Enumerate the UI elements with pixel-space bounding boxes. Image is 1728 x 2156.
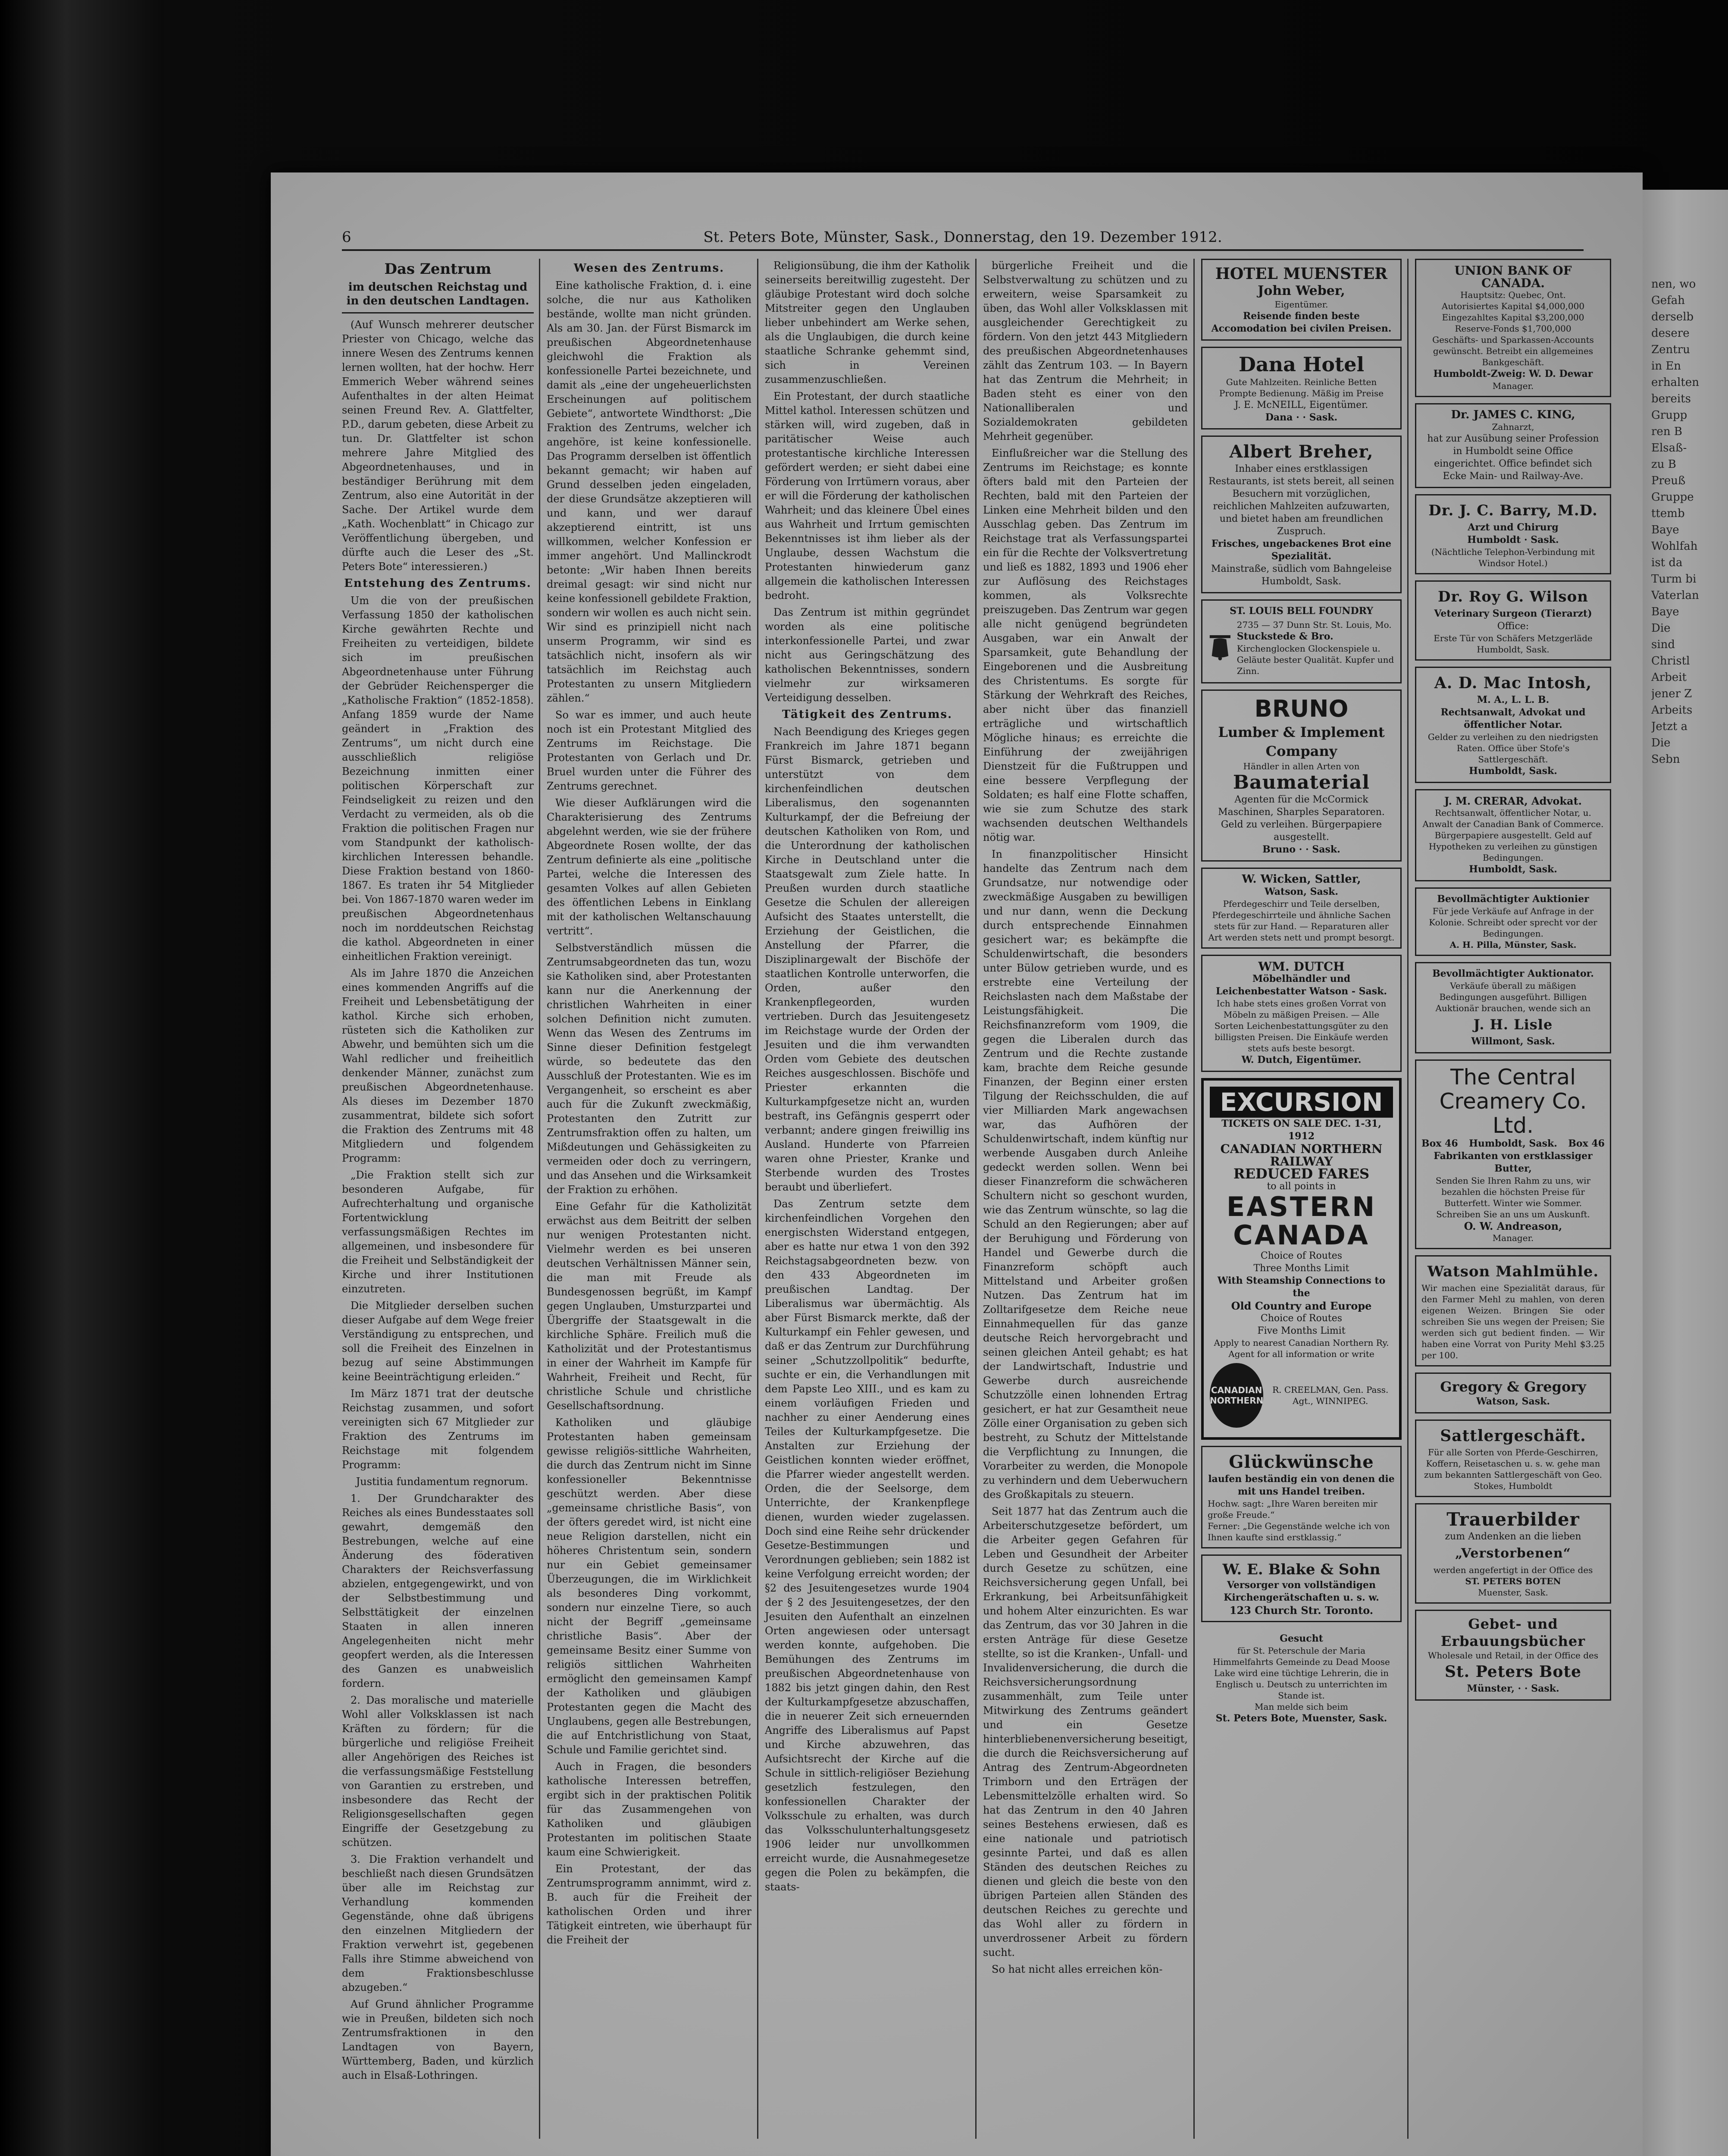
ad-gregory [1415, 1373, 1611, 1413]
ad-role: Zahnarzt, [1492, 422, 1534, 432]
paragraph: Das Zentrum ist mithin gegründet worden als eine politische interkonfessionelle Partei, und zwar nicht aus Geringschätzung des katholischen Bekenntnisses, sondern vielmehr zur wirksameren Verteidigung desselben. [765, 606, 970, 704]
ad-text: Choice of Routes [1260, 1313, 1343, 1324]
edge-line: Gruppe [1651, 491, 1694, 504]
ad-text: werden angefertigt in der Office des [1433, 1565, 1593, 1575]
ad-box: Box 46 [1568, 1138, 1605, 1149]
ad-title: WM. DUTCH [1258, 959, 1345, 974]
paragraph: So hat nicht alles erreichen kön- [992, 1963, 1163, 1975]
ad-canada: CANADA [1233, 1219, 1370, 1251]
ad-title: HOTEL MUENSTER [1215, 265, 1388, 283]
ad-dr-king [1415, 403, 1611, 488]
ad-glueckwuensche [1201, 1446, 1402, 1548]
ad-title: ST. LOUIS BELL FOUNDRY [1230, 605, 1373, 617]
paragraph: 2. Das moralische und materielle Wohl aller Volksklassen ist nach Kräften zu fördern; für die bürgerliche und religiöse Freiheit aller Angehörigen des Reiches ist die verfassungsmäßige Feststellung von Garantien zu erstreben, und insbesondere das Recht der Religionsgesellschaften gegen Eingriffe der Gesetzgebung zu schützen. [342, 1694, 534, 1849]
paragraph: (Auf Wunsch mehrerer deutscher Priester von Chicago, welche das innere Wesen des Zentrums kennen lernen wollten, hat der hochw. Herr Emmerich Weber während seines Aufenthaltes in der alten Heimat seinen Freund Rev. A. Glattfelter, P.D., darum gebeten, diese Arbeit zu tun. Dr. Glattfelter ist schon mehrere Jahre Mitglied des Abgeordnetenhauses, und in beständiger Berührung mit dem Zentrum, also eine Autorität in der Sache. Der Artikel wurde dem „Kath. Wochenblatt“ in Chicago zur Veröffentlichung übergeben, und dürfte auch die Leser des „St. Peters Bote“ interessieren.) [342, 319, 534, 573]
masthead-line: St. Peters Bote, Münster, Sask., Donnerstag, den 19. Dezember 1912. [703, 229, 1222, 246]
ads-column-left [1201, 259, 1402, 1735]
ad-place: Watson, Sask. [1264, 886, 1338, 897]
ad-text: Hauptsitz: Quebec, Ont. [1460, 290, 1566, 300]
ad-title: Dr. Roy G. Wilson [1438, 588, 1588, 605]
paragraph: Ein Protestant, der durch staatliche Mittel kathol. Interessen schützen und stärken will, wird zugeben, daß in paritätischer Weise auch protestantische kirchliche Interessen gefördert werden; er sieht dabei eine Förderung von Irrtümern voraus, aber er will die Förderung der katholischen Wahrheit; und das kleinere Übel eines aus Wahrheit und Irrtum gemischten Bekenntnisses ist ihm lieber als der Unglaube, dessen Wachstum die Protestanten hinwiederum ganz allgemein die katholischen Interessen bedroht. [765, 390, 970, 602]
ad-address: Mainstraße, südlich vom Bahngeleise Humboldt, Sask. [1211, 564, 1392, 587]
book-binding [0, 0, 164, 2156]
edge-line: Turm bi [1651, 573, 1697, 586]
canadian-northern-logo: CANADIAN NORTHERN [1210, 1363, 1263, 1428]
ad-text: REDUCED FARES [1233, 1166, 1370, 1182]
edge-line: Zentru [1651, 343, 1690, 356]
ad-degree: M. A., L. L. B. [1477, 694, 1550, 705]
edge-line: erhalten [1651, 376, 1699, 389]
ad-title: Dana Hotel [1238, 353, 1365, 376]
ad-title: Watson Mahlmühle. [1427, 1263, 1599, 1280]
ad-title: Dr. JAMES C. KING, [1451, 408, 1575, 421]
bell-icon [1208, 617, 1233, 678]
column-rule [975, 259, 977, 2139]
ad-dana-hotel [1201, 347, 1402, 429]
ad-hotel-muenster [1201, 259, 1402, 341]
ad-title: Glückwünsche [1229, 1452, 1374, 1472]
ad-place: Bruno · · Sask. [1262, 844, 1340, 855]
ads-column-right [1415, 259, 1611, 1707]
ad-text: Apply to nearest Canadian Northern Ry. Agent for all information or write [1214, 1338, 1389, 1359]
ad-place: Humboldt, Sask. [1469, 765, 1557, 777]
ad-text: „Verstorbenen“ [1455, 1546, 1571, 1561]
ad-place: Dana · · Sask. [1265, 412, 1338, 423]
ad-place: Humboldt, Sask. [1469, 864, 1557, 875]
ad-text: Gelder zu verleihen zu den niedrigsten Raten. Office über Stofe's Sattlergeschäft. [1427, 732, 1599, 765]
page-number: 6 [342, 229, 351, 246]
ad-text: Für jede Verkäufe auf Anfrage in der Kolonie. Schreibt oder sprecht vor der Bedingungen. [1429, 906, 1597, 939]
ad-title: Gregory & Gregory [1440, 1379, 1586, 1395]
ad-text: Inhaber eines erstklassigen Restaurants, ist stets bereit, all seinen Besuchern mit vorzüglichen, reichlichen Mahlzeiten aufzuwarten, und bietet haben am freundlichen Zuspruch. [1208, 464, 1394, 537]
edge-line: Wohlfah [1651, 540, 1698, 553]
paragraph: Einflußreicher war die Stellung des Zentrums im Reichstage; es konnte öfters bald mit den Parteien der Rechten, bald mit den Parteien der Linken eine Mehrheit bilden und den Ausschlag geben. Das Zentrum im Reichstage trat als Verfassungspartei ein für die Rechte der Volksvertretung und ließ es 1882, 1893 und 1906 eher zur Auflösung des Reichstages kommen, als Volksrechte preiszugeben. Das Zentrum war gegen alle nicht genügend begründeten Ausgaben, war ein Anwalt der Sparsamkeit, gute Behandlung der Eingeborenen und die Ausbreitung des Christentums. Es sorgte für Stärkung der Wehrkraft des Reiches, aber nicht über das finanziell erträgliche und wirtschaftlich Mögliche hinaus; es erreichte die Einführung der zweijährigen Dienstzeit für die Fußtruppen und eine bessere Verpflegung der Soldaten; es half eine Flotte schaffen, wie sie zum Schutze des stark wachsenden deutschen Welthandels nötig war. [983, 447, 1188, 843]
paragraph: Religionsübung, die ihm der Katholik seinerseits bereitwillig zugesteht. Der gläubige Protestant wird doch solche Mitstreiter gegen den Unglauben lieber unbehindert am Werke sehen, als die Unglaubigen, die durch keine staatliche Schranke gehemmt sind, sich in Vereinen zusammenzuschließen. [765, 260, 970, 385]
ad-text: hat zur Ausübung seiner Profession in Humboldt seine Office eingerichtet. Office befindet sich Ecke Main- und Railway-Ave. [1427, 433, 1599, 482]
ad-title: Gebet- und Erbauungsbücher [1440, 1616, 1586, 1649]
ad-watson-muehle [1415, 1255, 1611, 1366]
ad-text: Ich habe stets eines großen Vorrat von Möbeln zu mäßigen Preisen. — Alle Sorten Leichenbestattungsgüter zu den billigsten Preisen. Die Einkäufe werden stets aufs beste besorgt. [1214, 998, 1389, 1053]
ad-union-bank [1415, 259, 1611, 397]
edge-line: bereits [1651, 392, 1691, 405]
ad-text: to all points in [1267, 1181, 1336, 1192]
ad-text: Geschäfts- und Sparkassen-Accounts gewünscht. Betreibt ein allgemeines Bankgeschäft. [1432, 335, 1594, 367]
ad-role: Manager. [1492, 1233, 1534, 1243]
paragraph: Wie dieser Aufklärungen wird die Charakterisierung des Zentrums abgelehnt werden, wie sie der frühere Abgeordnete Rosen wollte, der das Zentrum definierte als eine „politische Partei, welche die Interessen des gesamten Volkes auf allen Gebieten des öffentlichen Lebens in Einklang mit der katholischen Weltanschauung vertritt“. [547, 797, 751, 937]
section-heading: Tätigkeit des Zentrums. [782, 708, 953, 721]
ad-auktionator-lisle [1415, 962, 1611, 1053]
edge-line: sind [1651, 638, 1675, 651]
ad-text: Three Months Limit [1253, 1263, 1349, 1274]
section-heading: Wesen des Zentrums. [573, 262, 725, 275]
ad-title: UNION BANK OF CANADA. [1454, 263, 1572, 290]
edge-line: derselb [1651, 310, 1694, 323]
ad-crerar [1415, 789, 1611, 881]
ad-role: Manager. [1492, 381, 1534, 391]
ad-text: Verkäufe überall zu mäßigen Bedingungen ausgeführt. Billigen Auktionär brauchen, wende sich an [1435, 981, 1591, 1013]
newspaper-page [271, 172, 1643, 2156]
paragraph: Ein Protestant, der das Zentrumsprogramm annimmt, wird z. B. auch für die Freiheit der katholischen Orden und ihrer Tätigkeit eintreten, wie überhaupt für die Freiheit der [547, 1863, 751, 1946]
ad-place: Willmont, Sask. [1471, 1036, 1555, 1047]
ad-text: Agenten für die McCormick Maschinen, Sharples Separatoren. Geld zu verleihen. Bürgerpapiere ausgestellt. [1218, 794, 1385, 843]
paragraph: So war es immer, und auch heute noch ist ein Protestant Mitglied des Zentrums im Reichstage. Die Protestanten von Gerlach und Dr. Bruel wurden unter die Führer des Zentrums gerechnet. [547, 709, 751, 792]
ad-owner: W. Dutch, Eigentümer. [1241, 1054, 1362, 1065]
ad-role: Arzt und Chirurg [1468, 522, 1559, 533]
ad-text: Versorger von vollständigen Kirchengerätschaften u. s. w. [1224, 1579, 1379, 1603]
ad-text: Kirchenglocken Glockenspiele u. Geläute bester Qualität. Kupfer und Zinn. [1237, 643, 1394, 676]
ad-blake [1201, 1554, 1402, 1622]
article-column-4 [983, 259, 1188, 1979]
article-headline: Das Zentrum [384, 260, 491, 278]
page-header [342, 229, 1584, 251]
edge-line: Sebn [1651, 753, 1680, 766]
ad-title: A. D. Mac Intosh, [1434, 674, 1592, 692]
edge-line: Christl [1651, 655, 1690, 667]
ad-bruno-lumber [1201, 689, 1402, 862]
ad-text: laufen beständig ein von denen die mit uns Handel treiben. [1208, 1473, 1395, 1497]
ad-title: Albert Breher, [1229, 442, 1374, 462]
ad-text: Rechtsanwalt, öffentlicher Notar, u. Anwalt der Canadian Bank of Commerce. Bürgerpapiere ausgestellt. Geld auf Hypotheken zu verleihen zu günstigen Bedingungen. [1422, 808, 1604, 863]
paragraph: Eine Gefahr für die Katholizität erwächst aus dem Beitritt der selben nur wenigen Protestanten nicht. Vielmehr werden es bei unseren deutschen Verhältnissen Männer sein, die man mit Freude als Bundesgenossen begrüßt, im Kampf gegen Unglauben, Umsturzpartei und Übergriffe der Staatsgewalt in die kirchliche Sphäre. Freilich muß die Katholizität und der Protestantismus in einer der Wahrheit im Kampfe für Wahrheit, Freiheit und Recht, für christliche Schule und christliche Gesellschaftsordnung. [547, 1200, 751, 1412]
ad-dr-barry [1415, 494, 1611, 574]
ad-wm-dutch [1201, 955, 1402, 1072]
edge-line: zu B [1651, 458, 1676, 471]
paragraph: Selbstverständlich müssen die Zentrumsabgeordneten das tun, wozu sie Katholiken sind, aber Protestanten kann nur die Anerkennung der christlichen Wahrheiten in einer solchen Definition nicht zumuten. Wenn das Wesen des Zentrums im Sinne dieser Definition festgelegt würde, so bedeutete das den Ausschluß der Protestanten. Wie es im Vergangenheit, so erscheint es aber auch für die Zukunft zweckmäßig, Protestanten den Zutritt zur Zentrumsfraktion offen zu halten, um Mißdeutungen und Gehässigkeiten zu vermeiden oder doch zu verringern, und das Ansehen und die Wirksamkeit der Fraktion zu erhöhen. [547, 942, 751, 1196]
ad-text: Senden Sie Ihren Rahm zu uns, wir bezahlen die höchsten Preise für Butterfett. Winter wie Sommer. Schreiben Sie an uns um Auskunft. [1435, 1175, 1591, 1219]
ad-text: Reisende finden beste Accomodation bei civilen Preisen. [1211, 310, 1392, 334]
edge-line: jener Z [1651, 687, 1692, 700]
ad-place: Humboldt · Sask. [1467, 534, 1559, 545]
edge-line: Die [1651, 736, 1671, 749]
ad-text: Gute Mahlzeiten. Reinliche Betten Prompte Bedienung. Mäßig im Preise [1219, 377, 1384, 398]
ad-text: Frisches, ungebackenes Brot eine Spezialität. [1211, 538, 1392, 562]
edge-line: Grupp [1651, 409, 1687, 422]
ad-role: Rechtsanwalt, Advokat und öffentlicher Notar. [1440, 707, 1586, 730]
paragraph: bürgerliche Freiheit und die Selbstverwaltung zu schützen und zu erweitern, weise Sparsamkeit zu üben, das Wohl aller Volksklassen mit ausgleichender Gerechtigkeit zu fördern. Von den jetzt 443 Mitgliedern des preußischen Abgeordnetenhauses zählt das Zentrum 103. — In Bayern hat das Zentrum die Mehrheit; in Baden steht es einer von den Nationalliberalen und Sozialdemokraten gebildeten Mehrheit gegenüber. [983, 260, 1188, 442]
ad-text: TICKETS ON SALE DEC. 1-31, [1221, 1118, 1381, 1129]
motto: Justitia fundamentum regnorum. [356, 1476, 529, 1488]
ad-title: Gesucht [1280, 1633, 1323, 1644]
ad-title: Dr. J. C. Barry, M.D. [1428, 502, 1598, 519]
paragraph: Das Zentrum setzte dem kirchenfeindlichen Vorgehen den energischsten Widerstand entgegen, aber es hatte nur etwa 1 von den 392 Reichstagsabgeordneten bezw. von den 433 Abgeordneten im preußischen Landtag. Der Liberalismus war übermächtig. Als aber Fürst Bismarck merkte, daß der Kulturkampf ein Fehler gewesen, und daß er das Zentrum zur Durchführung seiner „Schutzzollpolitik“ bedurfte, suchte er ein, die Verhandlungen mit dem Papste Leo XIII., und es kam zu einem vorläufigen Frieden und nachher zu einer Aenderung eines Teiles der Kulturkampfgesetze. Die Anstalten zur Erziehung der Geistlichen konnten wieder eröffnet, die Pfarrer wieder angestellt werden. Orden, die der Seelsorge, dem Unterrichte, der Krankenpflege dienen, wurden wieder zugelassen. Doch sind eine Reihe sehr drückender Gesetze-Bestimmungen und Verordnungen geblieben; sein 1882 ist keine Verfolgung erreicht worden; der §2 des Jesuitengesetzes wurde 1904 der § 2 des Jesuitengesetzes, der den Jesuiten den Aufenthalt an einzelnen Orten angewiesen oder untersagt werden konnte, aufgehoben. Die Bemühungen des Zentrums im preußischen Abgeordnetenhause von 1882 bis jetzt gingen dahin, den Rest der Kulturkampfgesetze abzuschaffen, die in neuerer Zeit sich erneuernden Angriffe des Liberalismus auf Papst und Kirche abzuwehren, das Aufsichtsrecht der Kirche auf die Schule in sittlich-religiöser Beziehung gesetzlich festzulegen, den konfessionellen Charakter der Volksschule zu erhalten, was durch das Volksschulunterhaltungsgesetz 1906 leider nur unvollkommen erreicht wurde, die Ausnahmegesetze gegen die Polen zu bekämpfen, die staats- [765, 1198, 970, 1893]
ad-owner: John Weber, [1258, 283, 1345, 298]
ad-railway: CANADIAN NORTHERN RAILWAY [1220, 1142, 1383, 1169]
ad-text: Fabrikanten von erstklassiger Butter, [1434, 1150, 1593, 1174]
paragraph: Als im Jahre 1870 die Anzeichen eines kommenden Angriffs auf die Freiheit und Lebensbetätigung der kathol. Kirche sich erhoben, rüsteten sich die Katholiken zur Abwehr, und bemühten sich um die Wahl redlicher und freiheitlich denkender Männer, zunächst zum preußischen Abgeordnetenhause. Als dieses im Dezember 1870 zusammentrat, bildete sich sofort die Fraktion des Zentrums mit 48 Mitgliedern und folgendem Programm: [342, 967, 534, 1164]
ad-text: Office: [1497, 621, 1529, 632]
ad-text: zum Andenken an die lieben [1445, 1531, 1581, 1542]
ad-text: Wir machen eine Spezialität daraus, für den Farmer Mehl zu mahlen, von deren eigenen Weizen. Bringen Sie oder schreiben Sie uns wegen der Preisen; Sie werden sich gut bedient finden. — Wir haben eine Vorrat von Purity Mehl $3.25 per 100. [1421, 1283, 1605, 1360]
paragraph: „Die Fraktion stellt sich zur besonderen Aufgabe, für Aufrechterhaltung und organische Fortentwicklung verfassungsmäßigen Rechtes im allgemeinen, und insbesondere für die Freiheit und Selbständigkeit der Kirche und ihrer Institutionen einzutreten. [342, 1169, 534, 1295]
article-column-2 [547, 259, 751, 1950]
ad-address: 2735 — 37 Dunn Str. St. Louis, Mo. [1237, 619, 1392, 630]
edge-line: desere [1651, 327, 1690, 340]
ad-trauerbilder [1415, 1503, 1611, 1604]
ad-role: Eigentümer. [1274, 299, 1328, 310]
ad-title: W. Wicken, Sattler, [1242, 873, 1361, 886]
ad-box: Box 46 [1421, 1138, 1458, 1149]
edge-line: ren B [1651, 425, 1682, 438]
ad-excursion [1201, 1078, 1402, 1440]
ad-macintosh [1415, 667, 1611, 783]
ad-address: 123 Church Str. Toronto. [1229, 1604, 1374, 1617]
column-rule [1193, 259, 1195, 2139]
edge-line: nen, wo [1651, 278, 1696, 291]
ad-title: J. M. CRERAR, Advokat. [1444, 795, 1582, 807]
ad-place: Münster, · · Sask. [1467, 1683, 1559, 1694]
ad-paper: ST. PETERS BOTEN [1465, 1576, 1561, 1586]
ad-title: W. E. Blake & Sohn [1222, 1561, 1381, 1578]
ad-sattlergeschaeft [1415, 1420, 1611, 1497]
ad-auktionier-pilla [1415, 887, 1611, 956]
ad-paper: St. Peters Bote [1445, 1663, 1581, 1681]
ad-central-creamery [1415, 1059, 1611, 1249]
ad-title: Trauerbilder [1446, 1509, 1580, 1530]
ad-title: EXCURSION [1210, 1087, 1393, 1118]
section-heading: Entstehung des Zentrums. [344, 577, 532, 590]
ad-text: Pferdegeschirr und Teile derselben, Pferdegeschirrteile und ähnliche Sachen stets für zur Hand. — Reparaturen aller Art werden stets nett und prompt besorgt. [1208, 899, 1395, 943]
edge-line: Gefah [1651, 294, 1685, 307]
paragraph: Nach Beendigung des Krieges gegen Frankreich im Jahre 1871 begann Fürst Bismarck, getrieben und unterstützt von dem kirchenfeindlichen deutschen Liberalismus, den sogenannten Kulturkampf, der die Befreiung der deutschen Katholiken von Rom, und die Unterordnung der katholischen Kirche in Deutschland unter die Staatsgewalt zum Ziele hatte. In Preußen wurden durch staatliche Gesetze die Schulen der allereigen Aufsicht des Staates unterstellt, die Erziehung der Geistlichen, die Anstellung der Pfarrer, die Disziplinargewalt der Bischöfe der staatlichen Kontrolle unterworfen, die Orden, außer den Krankenpflegeorden, wurden vertrieben. Durch das Jesuitengesetz im Reichstage wurde der Orden der Jesuiten und die ihm verwandten Orden vom Gebiete des deutschen Reiches ausgeschlossen. Bischöfe und Priester erkannten die Kulturkampfgesetze nicht an, wurden bestraft, ins Gefängnis gesperrt oder verbannt; andere gingen freiwillig ins Ausland. Hunderte von Pfarreien waren ohne Priester, Kranke und Sterbende wurden des Trostes beraubt und überliefert. [765, 726, 970, 1193]
divider [342, 312, 534, 313]
paragraph: Die Mitglieder derselben suchen dieser Aufgabe auf dem Wege freier Verständigung zu entsprechen, und soll die Freiheit des Einzelnen in bezug auf seine Abstimmungen keine Beeinträchtigung erleiden.“ [342, 1300, 534, 1383]
ad-owner: J. E. McNEILL, Eigentümer. [1234, 400, 1368, 411]
paragraph: Um die von der preußischen Verfassung 1850 der katholischen Kirche gewährten Rechte und Freiheiten zu verteidigen, bildete sich im preußischen Abgeordnetenhause unter Führung der Gebrüder Reichensperger die „Katholische Fraktion“ (1852-1858). Anfang 1859 wurde der Name geändert in „Fraktion des Zentrums“, um nicht durch eine ausschließlich religiöse Bezeichnung inmitten einer politischen Körperschaft zur Feindseligkeit zu reizen und den Verdacht zu vermeiden, als ob die Fraktion die politischen Fragen nur vom Standpunkt der katholisch-kirchlichen Interessen behandle. Diese Fraktion bestand von 1860-1867. Es traten ihr 54 Mitglieder bei. Von 1867-1870 waren weder im preußischen Abgeordnetenhaus noch im norddeutschen Reichstag die kathol. Abgeordneten in einer einheitlichen Fraktion vereinigt. [342, 595, 534, 962]
ad-quote: Ferner: „Die Gegenstände welche ich von Ihnen kaufte sind erstklassig.“ [1208, 1521, 1390, 1542]
edge-line: in En [1651, 360, 1681, 373]
ad-eastern: EASTERN [1226, 1191, 1377, 1222]
edge-line: Vaterlan [1651, 589, 1699, 602]
article-subhead: im deutschen Reichstag und in den deutschen Landtagen. [346, 281, 529, 307]
ad-gesucht [1201, 1628, 1402, 1729]
ad-address: St. Peters Bote, Muenster, Sask. [1215, 1713, 1387, 1724]
ad-text: für St. Peterschule der Maria Himmelfahrts Gemeinde zu Dead Moose Lake wird eine tüchtige Lehrerin, die in Englisch u. Deutsch zu unterrichten im Stande ist. [1213, 1645, 1390, 1701]
ad-place: Muenster, Sask. [1478, 1587, 1548, 1598]
ad-material: Baumaterial [1233, 771, 1370, 793]
ad-text: Choice of Routes [1260, 1250, 1343, 1261]
ad-text: Für alle Sorten von Pferde-Geschirren, Koffern, Reisetaschen u. s. w. gehe man zum bekannten Sattlergeschäft von Geo. Stokes, Humboldt [1424, 1447, 1602, 1491]
article-column-1 [342, 259, 534, 2085]
ad-place: Humboldt, Sask. [1469, 1138, 1557, 1149]
ad-bell-foundry [1201, 599, 1402, 683]
ad-title: Bevollmächtigter Auktionier [1437, 893, 1589, 905]
ad-title: Bevollmächtigter Auktionator. [1432, 968, 1594, 979]
paragraph: Seit 1877 hat das Zentrum auch die Arbeiterschutzgesetze befördert, um die Arbeiter gegen Gefahren für Leben und Gesundheit der Arbeiter durch Gesetze zu schützen, eine Reichsversicherung gegen Unfall, bei Erkrankung, bei Arbeitsunfähigkeit und hohem Alter einzurichten. Es war das Zentrum, das vor 30 Jahren in die ersten Anträge für diese Gesetze stellte, so ist die Kranken-, Unfall- und Invalidenversicherung, die durch die Reichsversicherungsordnung zusammenhält, zum Teile unter Mitwirkung des Zentrums geändert und ein Gesetze hinterbliebenenversicherung beseitigt, die durch die Reichsversicherung auf Antrag des Zentrum-Abgeordneten Trimborn und den Erträgen der Lebensmittelzölle erhalten wird. So hat das Zentrum in den 40 Jahren seines Bestehens erwiesen, daß es eine nationale und patriotisch gesinnte Partei, und daß es allen Ständen des deutschen Reiches zu dienen und gleich die beste von den übrigen Parteien allen Ständen des deutschen Reiches zu gerechte und das Wohl aller zu fördern in unverdrossener Arbeit zu fördern sucht. [983, 1505, 1188, 1959]
ad-firm: Stuckstede & Bro. [1237, 630, 1334, 642]
ad-text: With Steamship Connections to the [1217, 1275, 1386, 1299]
ad-title: BRUNO [1254, 695, 1349, 722]
paragraph: Auf Grund ähnlicher Programme wie in Preußen, bildeten sich noch Zentrumsfraktionen in den Landtagen von Bayern, Württemberg, Baden, und kürzlich auch in Elsaß-Lothringen. [342, 1998, 534, 2081]
ad-subtitle: Möbelhändler und Leichenbestatter Watson - Sask. [1215, 973, 1387, 997]
ad-text: Händler in allen Arten von [1243, 761, 1360, 771]
paragraph: 1. Der Grundcharakter des Reiches als eines Bundesstaates soll gewahrt, demgemäß den Bestrebungen, welche auf eine Änderung des föderativen Charakters der Reichsverfassung abzielen, entgegengewirkt, und von der Selbstbestimmung und Selbsttätigkeit der einzelnen Staaten in allen inneren Angelegenheiten nicht mehr geopfert werden, als die Interessen des Ganzen es unabweislich fordern. [342, 1492, 534, 1689]
next-page-fragment [1651, 276, 1720, 768]
ad-name: J. H. Lisle [1473, 1016, 1553, 1033]
ad-text: Old Country and Europe [1231, 1300, 1372, 1312]
ad-title: Sattlergeschäft. [1440, 1427, 1586, 1445]
edge-line: Preuß [1651, 474, 1686, 487]
column-rule [757, 259, 758, 2139]
ad-role: Veterinary Surgeon (Tierarzt) [1434, 608, 1592, 619]
paragraph: Auch in Fragen, die besonders katholische Interessen betreffen, ergibt sich in der praktischen Politik für das Zusammengehen von Katholiken und gläubigen Protestanten im politischen Staate kaum eine Schwierigkeit. [547, 1761, 751, 1858]
edge-line: ttemb [1651, 507, 1685, 520]
ad-dr-wilson [1415, 580, 1611, 661]
edge-line: Arbeits [1651, 704, 1693, 717]
ad-gebetbuecher [1415, 1610, 1611, 1701]
bank-capital-line: Autorisiertes Kapital $4,000,000 [1441, 301, 1585, 311]
paragraph: Im März 1871 trat der deutsche Reichstag zusammen, und sofort vereinigten sich 67 Mitglieder zur Fraktion des Zentrums im Reichstage mit folgendem Programm: [342, 1388, 534, 1471]
edge-line: Arbeit [1651, 671, 1687, 684]
ad-name: A. H. Pilla, Münster, Sask. [1449, 940, 1577, 950]
edge-line: ist da [1651, 556, 1683, 569]
ad-subtitle: Lumber & Implement Company [1218, 724, 1385, 759]
edge-line: Die [1651, 622, 1671, 635]
edge-line: Jetzt a [1651, 720, 1688, 733]
ad-wicken-sattler [1201, 868, 1402, 949]
paragraph: 3. Die Fraktion verhandelt und beschließt nach diesen Grundsätzen über alle im Reichstag zur Verhandlung kommenden Gegenstände, ohne daß übrigens den einzelnen Mitgliedern der Fraktion verwehrt ist, gegebenen Falls ihre Stimme abweichend von dem Fraktionsbeschlusse abzugeben.“ [342, 1853, 534, 1993]
edge-line: Baye [1651, 605, 1679, 618]
ad-title: The Central Creamery Co. Ltd. [1439, 1065, 1587, 1138]
article-column-3 [765, 259, 970, 1897]
ad-text: Erste Tür von Schäfers Metzgerläde Humboldt, Sask. [1434, 633, 1593, 655]
ad-text: Wholesale und Retail, in der Office des [1427, 1650, 1599, 1661]
bank-capital-line: Reserve-Fonds $1,700,000 [1455, 323, 1571, 334]
edge-line: Elsaß- [1651, 442, 1687, 454]
paragraph: In finanzpolitischer Hinsicht handelte das Zentrum nach dem Grundsatze, nur notwendige oder zweckmäßige Ausgaben zu bewilligen und nur dann, wenn die Deckung durch entsprechende Einnahmen gesichert war; es bekämpfte die Schuldenwirtschaft, die besonders unter Bülow getrieben wurde, und es erstrebte eine Verteilung der Reichslasten nach dem Maßstabe der Leistungsfähigkeit. Die Reichsfinanzreform vom 1909, die gegen die Liberalen durch das Zentrum und die Rechte zustande kam, brachte dem Reiche gesunde Finanzen, der Beginn einer ersten Tilgung der Reichsschulden, die auf vier Milliarden Mark angewachsen war, das Aufhören der Schuldenwirtschaft, indem künftig nur werbende Ausgaben durch Anleihe gedeckt werden sollen. Wenn bei dieser Finanzreform die schwächeren Schultern nicht so geschont wurden, wie das Zentrum wünschte, so lag die Schuld an den Regierungen; aber auf der Beruhigung und Förderung von Handel und Gewerbe durch die Finanzreform schöpft auch Mittelstand und Arbeiter großen Nutzen. Das Zentrum hat im Zolltarifgesetze dem Reiche neue Einnahmequellen für das ganze deutsche Reich hervorgebracht und seinen gleichen Anteil gehabt; es hat der Landwirtschaft, Industrie und Gewerbe durch ausreichende Schutzzölle einen lohnenden Ertrag gesichert, er hat zur Gesamtheit neue Zölle einer Organisation zu geben sich bestreht, zu Schutz der Mittelstande die Verpflichtung zu Innungen, die Vorarbeiter zu werden, die Monopole zu verhindern und dem Ueberwuchern des Großkapitals zu steuern. [983, 848, 1188, 1501]
paragraph: Katholiken und gläubige Protestanten haben gemeinsam gewisse religiös-sittliche Wahrheiten, die durch das Zentrum nicht im Sinne konfessioneller Bekenntnisse geschützt werden. Aber diese „gemeinsame christliche Basis“, von der öfters geredet wird, ist nicht eine neue Religion darstellen, nicht ein höheres Christentum sein, sondern nur ein Gebiet gemeinsamer Überzeugungen, die im Wirklichkeit als besonderes Ding vorkommt, sondern nur einzelne Tiere, so auch nicht der Begriff „gemeinsame christliche Basis“. Aber der gemeinsame Besitz einer Summe von religiös sittlichen Wahrheiten ermöglicht den gemeinsamen Kampf der Katholiken und gläubigen Protestanten gegen die Macht des Unglaubens, gegen alle Bestrebungen, die auf Entchristlichung von Staat, Schule und Familie gerichtet sind. [547, 1416, 751, 1756]
ad-text: Five Months Limit [1257, 1326, 1346, 1336]
ad-branch: Humboldt-Zweig: W. D. Dewar [1433, 368, 1593, 379]
column-rule [539, 259, 540, 2139]
bank-capital-line: Eingezahltes Kapital $3,200,000 [1442, 312, 1584, 323]
column-rule [1407, 259, 1409, 2139]
ad-text: (Nächtliche Telephon-Verbindung mit Windsor Hotel.) [1431, 547, 1595, 568]
ad-quote: Hochw. sagt: „Ihre Waren bereiten mir große Freude.“ [1208, 1498, 1377, 1520]
ad-text: Man melde sich beim [1255, 1702, 1348, 1712]
ad-albert-breher [1201, 436, 1402, 593]
ad-place: Watson, Sask. [1476, 1396, 1550, 1407]
edge-line: Baye [1651, 523, 1679, 536]
ad-agent: R. CREELMAN, Gen. Pass. Agt., WINNIPEG. [1272, 1385, 1389, 1406]
paragraph: Eine katholische Fraktion, d. i. eine solche, die nur aus Katholiken bestände, wollte man nicht gründen. Als am 30. Jan. der Fürst Bismarck im preußischen Abgeordnetenhause gleichwohl die Fraktion als konfessionelle Partei bezeichnete, und damit als „eine der ungeheuerlichsten Erscheinungen auf politischem Gebiete“, antwortete Windthorst: „Die Fraktion des Zentrums, welcher ich angehöre, ist keine konfessionelle. Das Programm derselben ist öffentlich bekannt gemacht; wir haben auf Grund desselben jeden eingeladen, der diese Grundsätze akzeptieren will und kann, und wer darauf akzeptierend eintritt, ist uns willkommen, welcher Konfession er immer angehört. Und Mallinckrodt betonte: „Wir haben Ihnen bereits dreimal gesagt: wir sind nicht nur keine konfessionell gebildete Fraktion, sondern wir wollen es auch nicht sein. Wir sind es prinzipiell nicht nach unserm Programm, wir sind es tatsächlich nicht, insofern als wir tatsächlich im Reichstag auch Protestanten zu unsern Mitgliedern zählen.“ [547, 279, 751, 704]
ad-year: 1912 [1288, 1131, 1315, 1142]
ad-manager: O. W. Andreason, [1464, 1220, 1562, 1232]
